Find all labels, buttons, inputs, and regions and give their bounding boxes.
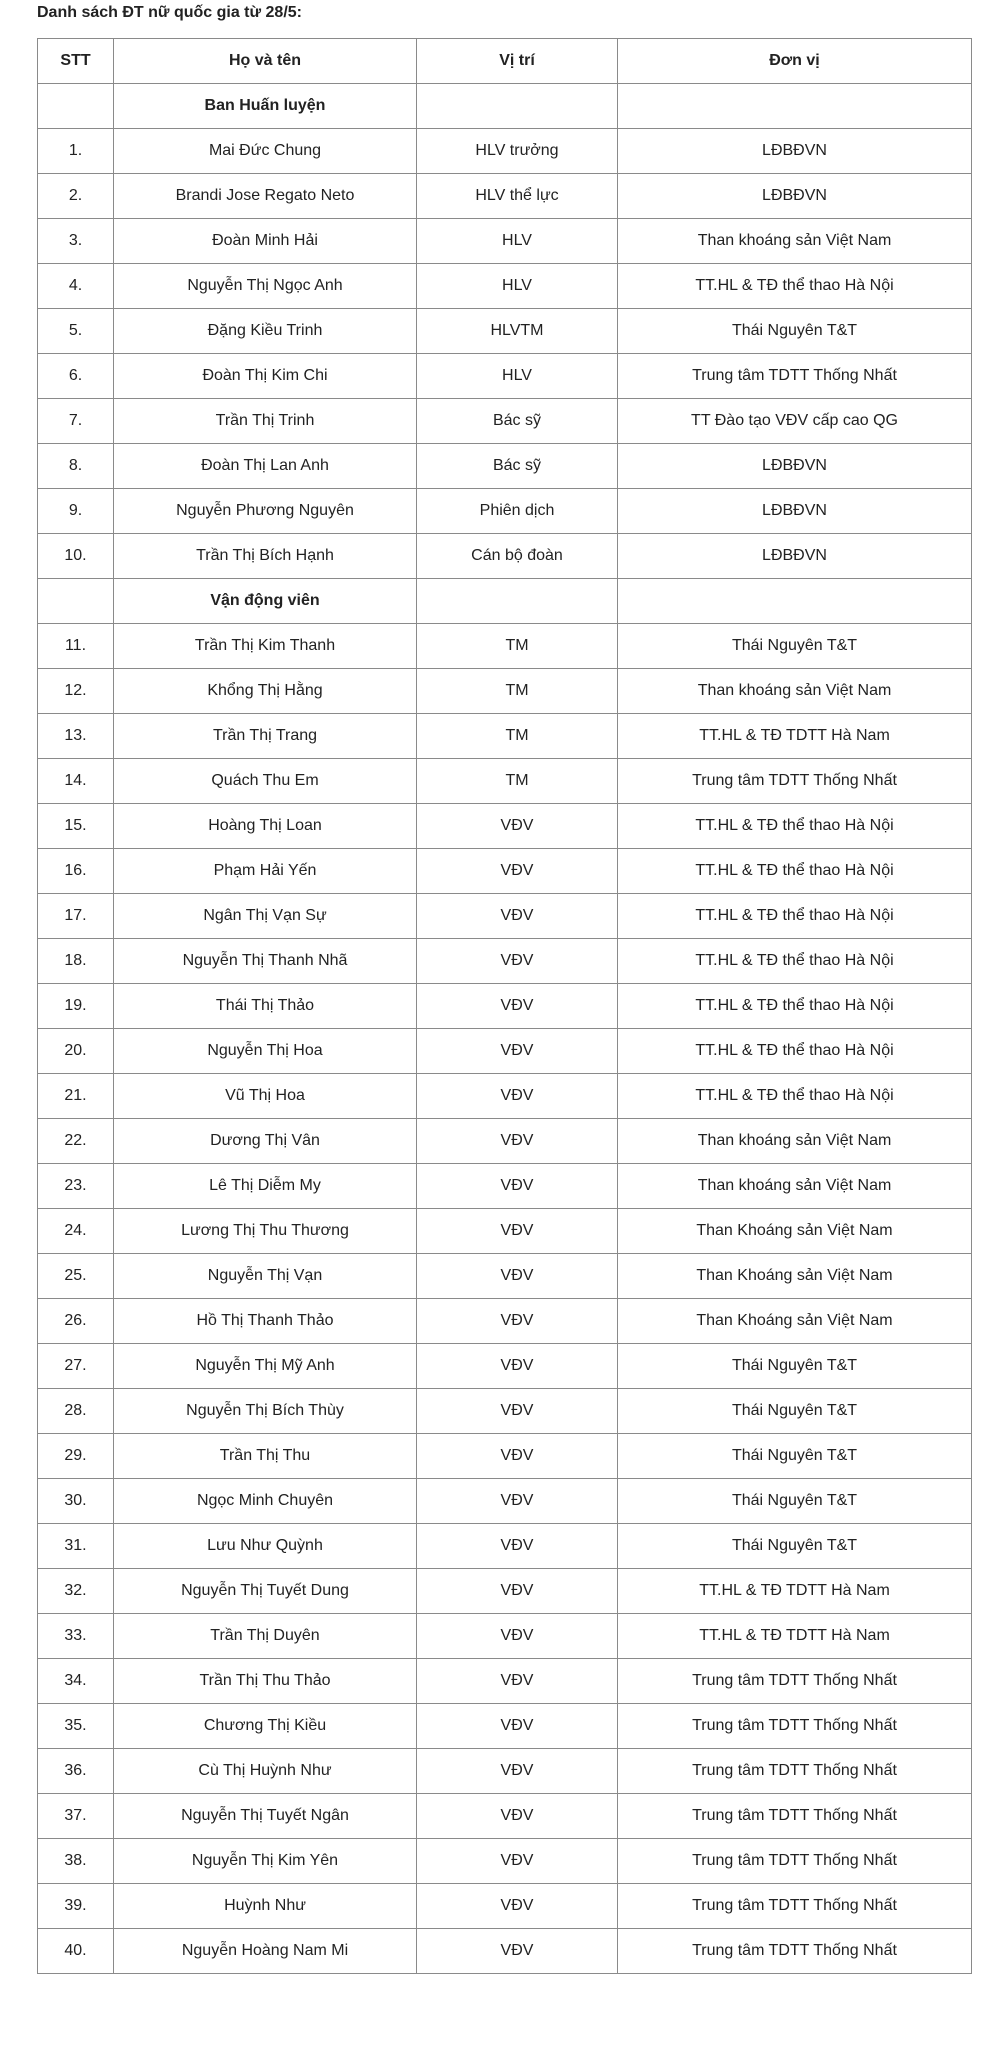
cell-unit: TT.HL & TĐ TDTT Hà Nam <box>618 714 972 759</box>
cell-unit: TT.HL & TĐ thể thao Hà Nội <box>618 984 972 1029</box>
cell-name: Nguyễn Hoàng Nam Mi <box>114 1929 417 1974</box>
cell-role: HLV <box>417 354 618 399</box>
table-row <box>38 939 972 984</box>
cell-unit: Than Khoáng sản Việt Nam <box>618 1299 972 1344</box>
cell-name: Đoàn Minh Hải <box>114 219 417 264</box>
table-row <box>38 1344 972 1389</box>
header-row <box>38 39 972 84</box>
cell-role: HLV thể lực <box>417 174 618 219</box>
table-header <box>38 39 972 84</box>
cell-role: VĐV <box>417 1884 618 1929</box>
cell-unit: Than Khoáng sản Việt Nam <box>618 1209 972 1254</box>
cell-unit: LĐBĐVN <box>618 129 972 174</box>
cell-name: Vũ Thị Hoa <box>114 1074 417 1119</box>
section-title: Vận động viên <box>114 579 417 624</box>
cell-name: Nguyễn Thị Thanh Nhã <box>114 939 417 984</box>
cell-name: Đoàn Thị Lan Anh <box>114 444 417 489</box>
cell-stt: 23. <box>38 1164 114 1209</box>
cell-unit: Than khoáng sản Việt Nam <box>618 1164 972 1209</box>
header-role: Vị trí <box>417 39 618 84</box>
cell-name: Hoàng Thị Loan <box>114 804 417 849</box>
table-row <box>38 1749 972 1794</box>
cell-role: VĐV <box>417 1479 618 1524</box>
cell-name: Chương Thị Kiều <box>114 1704 417 1749</box>
cell-stt: 13. <box>38 714 114 759</box>
cell-stt: 11. <box>38 624 114 669</box>
table-row <box>38 219 972 264</box>
cell-role: VĐV <box>417 1614 618 1659</box>
table-row <box>38 1839 972 1884</box>
cell-unit: Than khoáng sản Việt Nam <box>618 219 972 264</box>
cell-name: Trần Thị Bích Hạnh <box>114 534 417 579</box>
cell-stt: 24. <box>38 1209 114 1254</box>
cell-role: VĐV <box>417 1839 618 1884</box>
cell-role: VĐV <box>417 1569 618 1614</box>
cell-name: Đặng Kiều Trinh <box>114 309 417 354</box>
table-row <box>38 984 972 1029</box>
cell-name: Trần Thị Thu Thảo <box>114 1659 417 1704</box>
cell-name: Nguyễn Thị Kim Yên <box>114 1839 417 1884</box>
table-row <box>38 1659 972 1704</box>
table-row <box>38 1884 972 1929</box>
cell-role: VĐV <box>417 1524 618 1569</box>
table-row <box>38 534 972 579</box>
header-stt: STT <box>38 39 114 84</box>
table-row <box>38 624 972 669</box>
cell-unit: Trung tâm TDTT Thống Nhất <box>618 1704 972 1749</box>
table-row <box>38 1569 972 1614</box>
cell-unit: Trung tâm TDTT Thống Nhất <box>618 759 972 804</box>
cell-role: VĐV <box>417 849 618 894</box>
cell-name: Đoàn Thị Kim Chi <box>114 354 417 399</box>
cell-unit: Trung tâm TDTT Thống Nhất <box>618 1794 972 1839</box>
cell-name: Phạm Hải Yến <box>114 849 417 894</box>
cell-stt: 5. <box>38 309 114 354</box>
section-row <box>38 84 972 129</box>
cell-stt: 30. <box>38 1479 114 1524</box>
cell-unit: Thái Nguyên T&T <box>618 1524 972 1569</box>
cell-role: VĐV <box>417 1074 618 1119</box>
cell-role: VĐV <box>417 1254 618 1299</box>
cell-role: VĐV <box>417 1029 618 1074</box>
cell-stt: 4. <box>38 264 114 309</box>
cell-role: Bác sỹ <box>417 444 618 489</box>
squad-table <box>37 38 972 1974</box>
cell-name: Ngân Thị Vạn Sự <box>114 894 417 939</box>
cell-name: Trần Thị Kim Thanh <box>114 624 417 669</box>
cell-role: HLVTM <box>417 309 618 354</box>
cell-name: Cù Thị Huỳnh Như <box>114 1749 417 1794</box>
cell-unit: Than khoáng sản Việt Nam <box>618 669 972 714</box>
cell-name: Nguyễn Thị Hoa <box>114 1029 417 1074</box>
cell-role: VĐV <box>417 1164 618 1209</box>
cell-stt: 16. <box>38 849 114 894</box>
table-row <box>38 1389 972 1434</box>
cell-name: Lương Thị Thu Thương <box>114 1209 417 1254</box>
cell-stt: 8. <box>38 444 114 489</box>
table-row <box>38 894 972 939</box>
cell-role: VĐV <box>417 1704 618 1749</box>
cell-name: Khổng Thị Hằng <box>114 669 417 714</box>
cell-unit: LĐBĐVN <box>618 174 972 219</box>
cell-role: VĐV <box>417 1209 618 1254</box>
cell-unit: Thái Nguyên T&T <box>618 1389 972 1434</box>
table-row <box>38 1254 972 1299</box>
table-row <box>38 264 972 309</box>
cell-stt: 35. <box>38 1704 114 1749</box>
cell-stt: 29. <box>38 1434 114 1479</box>
table-row <box>38 399 972 444</box>
cell-unit: TT.HL & TĐ thể thao Hà Nội <box>618 1074 972 1119</box>
cell-stt: 37. <box>38 1794 114 1839</box>
cell-unit: Thái Nguyên T&T <box>618 309 972 354</box>
cell-role: VĐV <box>417 1749 618 1794</box>
table-row <box>38 444 972 489</box>
cell-stt: 32. <box>38 1569 114 1614</box>
cell-name: Trần Thị Trinh <box>114 399 417 444</box>
cell-role: TM <box>417 714 618 759</box>
cell-stt: 33. <box>38 1614 114 1659</box>
table-row <box>38 1074 972 1119</box>
cell-name: Nguyễn Thị Tuyết Ngân <box>114 1794 417 1839</box>
cell-role: Phiên dịch <box>417 489 618 534</box>
table-row <box>38 669 972 714</box>
cell-unit: Trung tâm TDTT Thống Nhất <box>618 1659 972 1704</box>
cell-role: TM <box>417 669 618 714</box>
cell-role: VĐV <box>417 1929 618 1974</box>
cell-role: Cán bộ đoàn <box>417 534 618 579</box>
cell-unit: LĐBĐVN <box>618 489 972 534</box>
cell-role: VĐV <box>417 1344 618 1389</box>
table-row <box>38 354 972 399</box>
table-row <box>38 759 972 804</box>
cell-role: VĐV <box>417 1299 618 1344</box>
table-row <box>38 1164 972 1209</box>
table-row <box>38 804 972 849</box>
cell-name: Hồ Thị Thanh Thảo <box>114 1299 417 1344</box>
cell-unit: Thái Nguyên T&T <box>618 1479 972 1524</box>
table-row <box>38 489 972 534</box>
cell-unit: TT Đào tạo VĐV cấp cao QG <box>618 399 972 444</box>
table-row <box>38 1794 972 1839</box>
cell-name: Lưu Như Quỳnh <box>114 1524 417 1569</box>
cell-unit: TT.HL & TĐ thể thao Hà Nội <box>618 894 972 939</box>
cell-name: Lê Thị Diễm My <box>114 1164 417 1209</box>
cell-name: Brandi Jose Regato Neto <box>114 174 417 219</box>
cell-unit: Trung tâm TDTT Thống Nhất <box>618 1839 972 1884</box>
cell-stt: 1. <box>38 129 114 174</box>
cell-unit: TT.HL & TĐ thể thao Hà Nội <box>618 849 972 894</box>
cell-unit: LĐBĐVN <box>618 444 972 489</box>
cell-name: Trần Thị Thu <box>114 1434 417 1479</box>
cell-stt: 18. <box>38 939 114 984</box>
cell-role: HLV <box>417 264 618 309</box>
cell-role: VĐV <box>417 939 618 984</box>
cell-stt: 26. <box>38 1299 114 1344</box>
cell-role: VĐV <box>417 1119 618 1164</box>
table-row <box>38 714 972 759</box>
cell-role: TM <box>417 759 618 804</box>
cell-stt: 14. <box>38 759 114 804</box>
cell-unit: LĐBĐVN <box>618 534 972 579</box>
cell-stt: 27. <box>38 1344 114 1389</box>
table-row <box>38 1209 972 1254</box>
cell-stt: 2. <box>38 174 114 219</box>
table-row <box>38 1929 972 1974</box>
section-role-cell <box>417 84 618 129</box>
cell-name: Nguyễn Thị Mỹ Anh <box>114 1344 417 1389</box>
cell-role: HLV trưởng <box>417 129 618 174</box>
cell-name: Nguyễn Thị Vạn <box>114 1254 417 1299</box>
cell-stt: 40. <box>38 1929 114 1974</box>
table-row <box>38 309 972 354</box>
table-row <box>38 174 972 219</box>
page-title: Danh sách ĐT nữ quốc gia từ 28/5: <box>37 4 302 21</box>
section-row <box>38 579 972 624</box>
cell-stt: 38. <box>38 1839 114 1884</box>
cell-stt: 20. <box>38 1029 114 1074</box>
cell-unit: TT.HL & TĐ thể thao Hà Nội <box>618 264 972 309</box>
cell-stt: 28. <box>38 1389 114 1434</box>
cell-unit: Trung tâm TDTT Thống Nhất <box>618 1749 972 1794</box>
table-row <box>38 1614 972 1659</box>
cell-role: VĐV <box>417 984 618 1029</box>
cell-unit: TT.HL & TĐ TDTT Hà Nam <box>618 1569 972 1614</box>
cell-stt: 22. <box>38 1119 114 1164</box>
table-body <box>38 84 972 1974</box>
cell-role: VĐV <box>417 804 618 849</box>
cell-name: Huỳnh Như <box>114 1884 417 1929</box>
cell-stt: 19. <box>38 984 114 1029</box>
cell-stt: 7. <box>38 399 114 444</box>
section-title: Ban Huấn luyện <box>114 84 417 129</box>
cell-unit: Than Khoáng sản Việt Nam <box>618 1254 972 1299</box>
header-name: Họ và tên <box>114 39 417 84</box>
cell-name: Thái Thị Thảo <box>114 984 417 1029</box>
cell-role: Bác sỹ <box>417 399 618 444</box>
cell-unit: Thái Nguyên T&T <box>618 624 972 669</box>
cell-stt: 31. <box>38 1524 114 1569</box>
cell-unit: Trung tâm TDTT Thống Nhất <box>618 1884 972 1929</box>
section-stt-cell <box>38 84 114 129</box>
cell-stt: 21. <box>38 1074 114 1119</box>
cell-name: Trần Thị Duyên <box>114 1614 417 1659</box>
cell-unit: Trung tâm TDTT Thống Nhất <box>618 1929 972 1974</box>
cell-stt: 9. <box>38 489 114 534</box>
cell-name: Nguyễn Thị Ngọc Anh <box>114 264 417 309</box>
cell-name: Trần Thị Trang <box>114 714 417 759</box>
cell-stt: 39. <box>38 1884 114 1929</box>
table-row <box>38 1119 972 1164</box>
cell-name: Mai Đức Chung <box>114 129 417 174</box>
cell-unit: Trung tâm TDTT Thống Nhất <box>618 354 972 399</box>
table-row <box>38 1029 972 1074</box>
table-row <box>38 1704 972 1749</box>
section-unit-cell <box>618 579 972 624</box>
cell-unit: Than khoáng sản Việt Nam <box>618 1119 972 1164</box>
table-row <box>38 1434 972 1479</box>
cell-stt: 17. <box>38 894 114 939</box>
cell-role: VĐV <box>417 894 618 939</box>
cell-stt: 3. <box>38 219 114 264</box>
table-row <box>38 1479 972 1524</box>
cell-name: Nguyễn Thị Tuyết Dung <box>114 1569 417 1614</box>
table-row <box>38 849 972 894</box>
cell-name: Ngọc Minh Chuyên <box>114 1479 417 1524</box>
cell-name: Dương Thị Vân <box>114 1119 417 1164</box>
cell-stt: 12. <box>38 669 114 714</box>
cell-stt: 15. <box>38 804 114 849</box>
section-unit-cell <box>618 84 972 129</box>
cell-role: VĐV <box>417 1434 618 1479</box>
cell-unit: Thái Nguyên T&T <box>618 1434 972 1479</box>
cell-name: Quách Thu Em <box>114 759 417 804</box>
cell-role: HLV <box>417 219 618 264</box>
cell-role: VĐV <box>417 1794 618 1839</box>
section-stt-cell <box>38 579 114 624</box>
cell-name: Nguyễn Thị Bích Thùy <box>114 1389 417 1434</box>
cell-stt: 10. <box>38 534 114 579</box>
cell-unit: TT.HL & TĐ thể thao Hà Nội <box>618 1029 972 1074</box>
table-row <box>38 1299 972 1344</box>
cell-unit: TT.HL & TĐ TDTT Hà Nam <box>618 1614 972 1659</box>
cell-role: VĐV <box>417 1659 618 1704</box>
cell-stt: 25. <box>38 1254 114 1299</box>
cell-name: Nguyễn Phương Nguyên <box>114 489 417 534</box>
table-row <box>38 1524 972 1569</box>
cell-stt: 6. <box>38 354 114 399</box>
table-row <box>38 129 972 174</box>
cell-stt: 34. <box>38 1659 114 1704</box>
cell-unit: Thái Nguyên T&T <box>618 1344 972 1389</box>
cell-role: TM <box>417 624 618 669</box>
cell-unit: TT.HL & TĐ thể thao Hà Nội <box>618 939 972 984</box>
cell-stt: 36. <box>38 1749 114 1794</box>
cell-role: VĐV <box>417 1389 618 1434</box>
header-unit: Đơn vị <box>618 39 972 84</box>
cell-unit: TT.HL & TĐ thể thao Hà Nội <box>618 804 972 849</box>
section-role-cell <box>417 579 618 624</box>
